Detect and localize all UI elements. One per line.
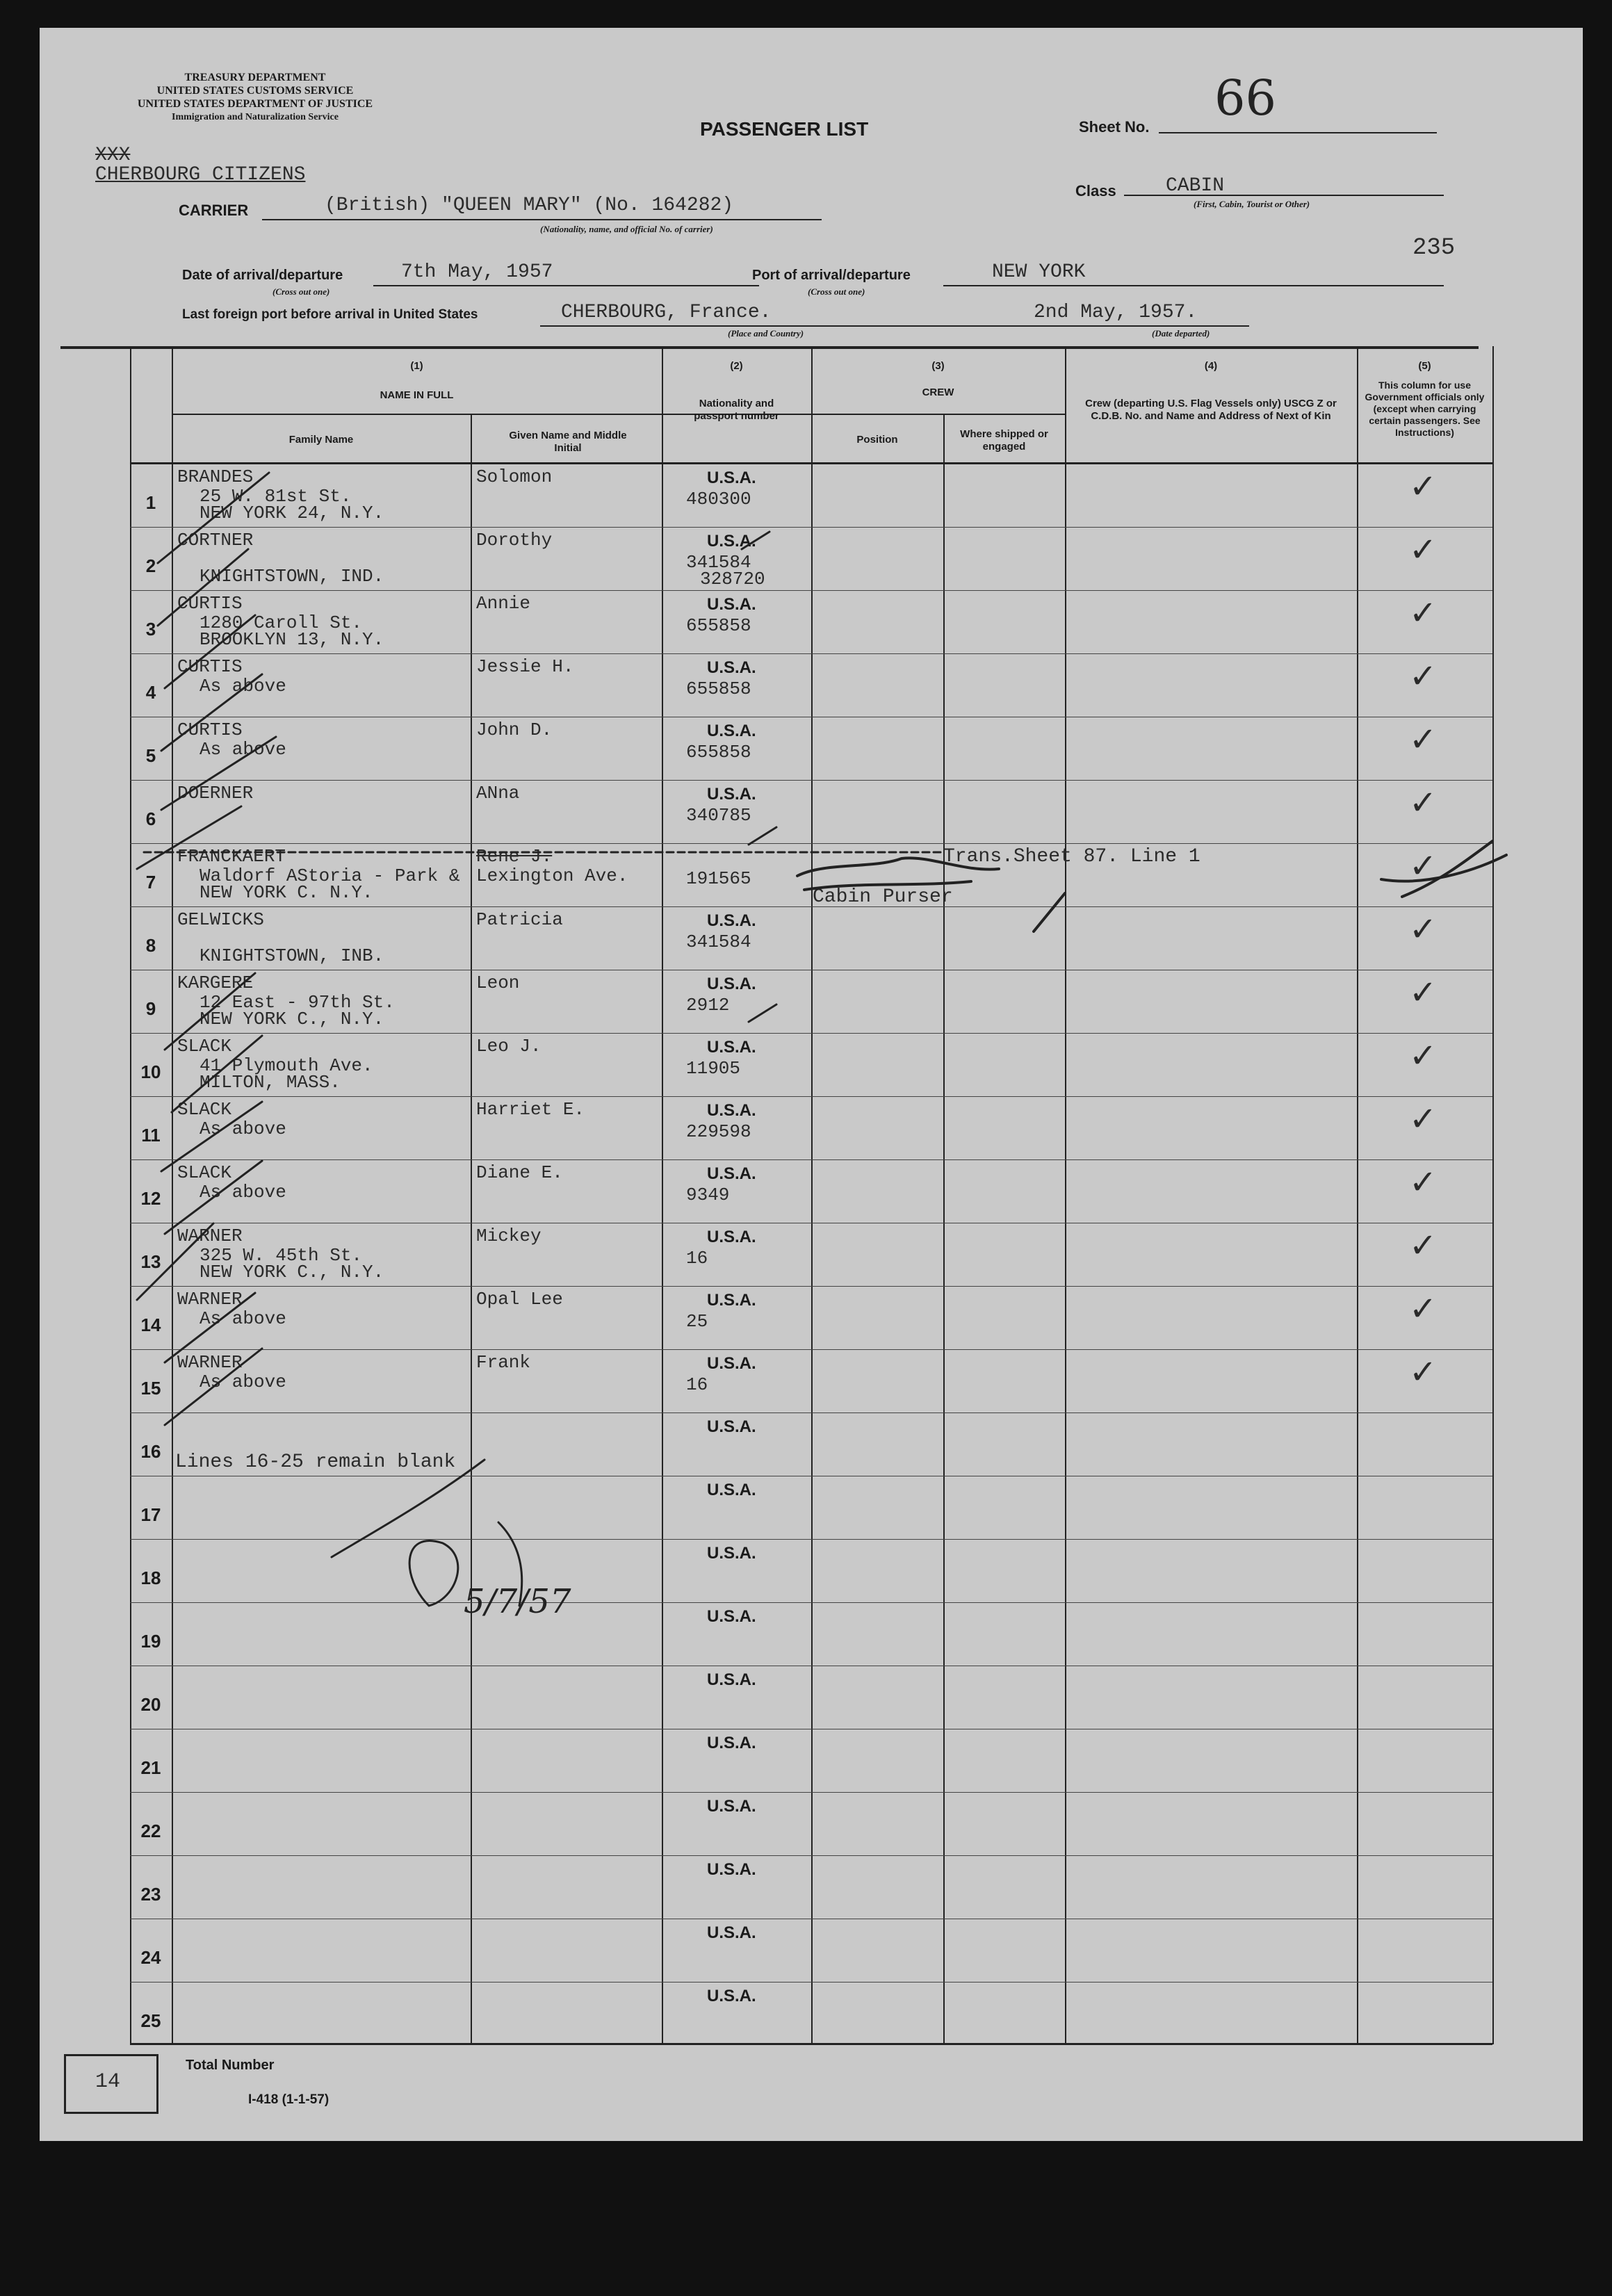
row-number: 14 bbox=[140, 1314, 161, 1335]
nationality: U.S.A. bbox=[707, 1228, 756, 1246]
nationality: U.S.A. bbox=[707, 595, 756, 614]
address-line-1: As above bbox=[200, 1182, 286, 1203]
nationality: U.S.A. bbox=[707, 1481, 756, 1499]
carrier-label: CARRIER bbox=[179, 202, 249, 219]
given-name: John D. bbox=[476, 719, 553, 740]
row-number: 22 bbox=[140, 1821, 161, 1841]
col2-num: (2) bbox=[730, 360, 743, 372]
passport-number-2: 328720 bbox=[700, 569, 765, 589]
official-check-mark: ✓ bbox=[1409, 467, 1438, 506]
passport-number: 341584 bbox=[686, 931, 751, 952]
nationality: U.S.A. bbox=[707, 658, 756, 677]
address-line-2: BROOKLYN 13, N.Y. bbox=[200, 629, 384, 650]
official-check-mark: ✓ bbox=[1409, 1036, 1438, 1075]
col1-num: (1) bbox=[410, 360, 423, 372]
family-name: DOERNER bbox=[177, 783, 254, 804]
sheet-no-label: Sheet No. bbox=[1079, 118, 1150, 136]
nationality: U.S.A. bbox=[707, 1544, 756, 1563]
row-number: 19 bbox=[140, 1631, 161, 1652]
row-number: 25 bbox=[140, 2010, 161, 2031]
nationality: U.S.A. bbox=[707, 1101, 756, 1120]
official-check-mark: ✓ bbox=[1409, 1226, 1438, 1265]
given-name: Opal Lee bbox=[476, 1289, 563, 1310]
nationality: U.S.A. bbox=[707, 1670, 756, 1689]
agency-line: UNITED STATES DEPARTMENT OF JUSTICE bbox=[137, 98, 373, 110]
arrival-label: Date of arrival/departure bbox=[182, 268, 343, 283]
class-value: CABIN bbox=[1166, 175, 1225, 197]
address-line-2: NEW YORK 24, N.Y. bbox=[200, 503, 384, 523]
given-name: ANna bbox=[476, 783, 520, 804]
class-label: Class bbox=[1075, 182, 1116, 200]
port-value: NEW YORK bbox=[992, 261, 1086, 283]
family-name: CURTIS bbox=[177, 656, 243, 677]
passport-number: 655858 bbox=[686, 615, 751, 636]
family-name: CORTNER bbox=[177, 530, 254, 551]
port-crossout: (Cross out one) bbox=[808, 286, 865, 297]
address-line-1: 12 East - 97th St. bbox=[200, 992, 395, 1013]
family-name: BRANDES bbox=[177, 466, 254, 487]
col2-title: Nationality and passport number bbox=[694, 398, 779, 422]
row-number: 9 bbox=[145, 998, 156, 1019]
row-number: 10 bbox=[140, 1061, 161, 1082]
address-line-1: 325 W. 45th St. bbox=[200, 1245, 363, 1266]
col1-given: Given Name and Middle Initial bbox=[509, 430, 627, 454]
col3-position: Position bbox=[856, 434, 898, 446]
official-check-mark: ✓ bbox=[1409, 530, 1438, 569]
given-name: Patricia bbox=[476, 909, 563, 930]
passport-number: 11905 bbox=[686, 1058, 741, 1079]
lastport-caption: (Place and Country) bbox=[728, 328, 804, 339]
row-number: 2 bbox=[145, 555, 156, 576]
port-label: Port of arrival/departure bbox=[752, 268, 911, 283]
address-line-1: As above bbox=[200, 1118, 286, 1139]
address-line-1: 1280 Caroll St. bbox=[200, 612, 363, 633]
official-check-mark: ✓ bbox=[1409, 847, 1438, 886]
nationality: U.S.A. bbox=[707, 1797, 756, 1816]
family-name: WARNER bbox=[177, 1352, 243, 1373]
given-name: Frank bbox=[476, 1352, 531, 1373]
family-name: GELWICKS bbox=[177, 909, 264, 930]
row-number: 18 bbox=[140, 1568, 161, 1588]
row-number: 1 bbox=[145, 492, 156, 513]
row-number: 17 bbox=[140, 1504, 161, 1525]
col4-title: Crew (departing U.S. Flag Vessels only) USCG Z or C.D.B. No. and Name and Address of Next of Kin bbox=[1085, 398, 1337, 422]
family-name: WARNER bbox=[177, 1226, 243, 1246]
passport-number: 655858 bbox=[686, 678, 751, 699]
row-number: 4 bbox=[145, 682, 156, 703]
address-line-1: As above bbox=[200, 1308, 286, 1329]
nationality: U.S.A. bbox=[707, 1734, 756, 1752]
nationality: U.S.A. bbox=[707, 1987, 756, 2005]
official-check-mark: ✓ bbox=[1409, 657, 1438, 696]
family-name: SLACK bbox=[177, 1036, 232, 1057]
given-name: Mickey bbox=[476, 1226, 542, 1246]
row-number: 6 bbox=[145, 808, 156, 829]
col3-num: (3) bbox=[931, 360, 945, 372]
address-line-1: 25 W. 81st St. bbox=[200, 486, 352, 507]
passport-number: 2912 bbox=[686, 995, 730, 1016]
lastport-value: CHERBOURG, France. bbox=[561, 302, 772, 323]
given-name: Solomon bbox=[476, 466, 553, 487]
row-number: 24 bbox=[140, 1947, 161, 1968]
passport-number: 229598 bbox=[686, 1121, 751, 1142]
given-name-cont: Lexington Ave. bbox=[476, 865, 628, 886]
official-check-mark: ✓ bbox=[1409, 1289, 1438, 1328]
nationality: U.S.A. bbox=[707, 722, 756, 740]
nationality: U.S.A. bbox=[707, 1923, 756, 1942]
pen-strokes bbox=[40, 28, 1583, 2141]
departed-caption: (Date departed) bbox=[1152, 328, 1210, 339]
row-number: 3 bbox=[145, 619, 156, 640]
address-line-1: 41 Plymouth Ave. bbox=[200, 1055, 373, 1076]
lastport-label: Last foreign port before arrival in United States bbox=[182, 307, 478, 322]
family-name: WARNER bbox=[177, 1289, 243, 1310]
address-line-1: As above bbox=[200, 1371, 286, 1392]
col5-num: (5) bbox=[1418, 360, 1431, 372]
nationality: U.S.A. bbox=[707, 1417, 756, 1436]
address-line-1: As above bbox=[200, 676, 286, 697]
blank-lines-note: Lines 16-25 remain blank bbox=[175, 1451, 456, 1473]
signature-date: 5/7/57 bbox=[464, 1582, 571, 1621]
nationality: U.S.A. bbox=[707, 1860, 756, 1879]
col4-num: (4) bbox=[1204, 360, 1218, 372]
passport-number: 16 bbox=[686, 1248, 708, 1269]
col1-family: Family Name bbox=[288, 434, 354, 446]
nationality: U.S.A. bbox=[707, 785, 756, 804]
group-name: CHERBOURG CITIZENS bbox=[95, 164, 306, 186]
row7-purser-note: Cabin Purser bbox=[813, 886, 953, 908]
family-name: CURTIS bbox=[177, 719, 243, 740]
given-name: Leo J. bbox=[476, 1036, 542, 1057]
row7-trans-note: Trans.Sheet 87. Line 1 bbox=[943, 846, 1200, 868]
passport-number: 9349 bbox=[686, 1184, 730, 1205]
nationality: U.S.A. bbox=[707, 532, 756, 551]
col3-where: Where shipped or engaged bbox=[960, 428, 1048, 453]
family-name: SLACK bbox=[177, 1162, 232, 1183]
agency-line: UNITED STATES CUSTOMS SERVICE bbox=[156, 85, 354, 97]
given-name: Leon bbox=[476, 972, 520, 993]
nationality: U.S.A. bbox=[707, 975, 756, 993]
address-line-2: NEW YORK C., N.Y. bbox=[200, 1009, 384, 1029]
family-name: CURTIS bbox=[177, 593, 243, 614]
official-check-mark: ✓ bbox=[1409, 783, 1438, 822]
family-name: FRANCKAERT bbox=[177, 846, 286, 867]
agency-line: Immigration and Naturalization Service bbox=[172, 112, 339, 122]
row-number: 13 bbox=[140, 1251, 161, 1272]
official-check-mark: ✓ bbox=[1409, 910, 1438, 949]
row-number: 23 bbox=[140, 1884, 161, 1905]
total-number-label: Total Number bbox=[186, 2058, 275, 2073]
passport-number: 655858 bbox=[686, 742, 751, 763]
row-number: 16 bbox=[140, 1441, 161, 1462]
col3-title: CREW bbox=[922, 386, 954, 398]
official-check-mark: ✓ bbox=[1409, 1100, 1438, 1139]
passport-number: 341584 bbox=[686, 552, 751, 573]
row-number: 20 bbox=[140, 1694, 161, 1715]
official-check-mark: ✓ bbox=[1409, 594, 1438, 633]
col1-title: NAME IN FULL bbox=[380, 389, 454, 401]
address-line-2: MILTON, MASS. bbox=[200, 1072, 341, 1093]
nationality: U.S.A. bbox=[707, 1291, 756, 1310]
departed-value: 2nd May, 1957. bbox=[1034, 302, 1198, 323]
nationality: U.S.A. bbox=[707, 1164, 756, 1183]
official-check-mark: ✓ bbox=[1409, 720, 1438, 759]
address-line-2: NEW YORK C., N.Y. bbox=[200, 1262, 384, 1283]
row-number: 12 bbox=[140, 1188, 161, 1209]
document-sheet bbox=[40, 28, 1583, 2141]
family-name: KARGERE bbox=[177, 972, 254, 993]
form-code: I-418 (1-1-57) bbox=[248, 2092, 329, 2107]
passport-number: 340785 bbox=[686, 805, 751, 826]
arrival-crossout: (Cross out one) bbox=[272, 286, 330, 297]
row-number: 5 bbox=[145, 745, 156, 766]
nationality: U.S.A. bbox=[707, 1354, 756, 1373]
carrier-caption: (Nationality, name, and official No. of carrier) bbox=[540, 224, 713, 234]
official-check-mark: ✓ bbox=[1409, 973, 1438, 1012]
given-name: Annie bbox=[476, 593, 531, 614]
passport-number: 480300 bbox=[686, 489, 751, 510]
passport-number: 25 bbox=[686, 1311, 708, 1332]
nationality: U.S.A. bbox=[707, 469, 756, 487]
form-title: PASSENGER LIST bbox=[700, 118, 869, 140]
sheet-no-value: 66 bbox=[1214, 70, 1277, 127]
row-number: 15 bbox=[140, 1378, 161, 1399]
nationality: U.S.A. bbox=[707, 1038, 756, 1057]
row-number: 11 bbox=[141, 1125, 161, 1146]
address-line-2: NEW YORK C. N.Y. bbox=[200, 882, 373, 903]
address-line-2: KNIGHTSTOWN, INB. bbox=[200, 945, 384, 966]
official-check-mark: ✓ bbox=[1409, 1353, 1438, 1392]
row-number: 21 bbox=[140, 1757, 161, 1778]
row-number: 7 bbox=[145, 872, 156, 893]
given-name: Jessie H. bbox=[476, 656, 574, 677]
class-caption: (First, Cabin, Tourist or Other) bbox=[1194, 199, 1310, 209]
page-number: 235 bbox=[1412, 235, 1456, 261]
agency-line: TREASURY DEPARTMENT bbox=[184, 72, 326, 83]
col5-title: This column for use Government officials only (except when carrying certain passengers. See Instructions) bbox=[1365, 380, 1485, 438]
given-name: Rene J. bbox=[476, 846, 553, 867]
address-line-1: As above bbox=[200, 739, 286, 760]
address-line-2: KNIGHTSTOWN, IND. bbox=[200, 566, 384, 587]
passport-number: 16 bbox=[686, 1374, 708, 1395]
given-name: Dorothy bbox=[476, 530, 553, 551]
nationality: U.S.A. bbox=[707, 911, 756, 930]
given-name: Harriet E. bbox=[476, 1099, 585, 1120]
official-check-mark: ✓ bbox=[1409, 1163, 1438, 1202]
family-name: SLACK bbox=[177, 1099, 232, 1120]
address-line-1: Waldorf AStoria - Park & bbox=[200, 865, 460, 886]
total-number-value: 14 bbox=[95, 2070, 121, 2094]
nationality: U.S.A. bbox=[707, 1607, 756, 1626]
arrival-value: 7th May, 1957 bbox=[401, 261, 553, 283]
given-name: Diane E. bbox=[476, 1162, 563, 1183]
struck-code: XXX bbox=[95, 145, 131, 166]
passport-number: 191565 bbox=[686, 868, 751, 889]
row-number: 8 bbox=[145, 935, 156, 956]
carrier-value: (British) "QUEEN MARY" (No. 164282) bbox=[325, 195, 734, 216]
